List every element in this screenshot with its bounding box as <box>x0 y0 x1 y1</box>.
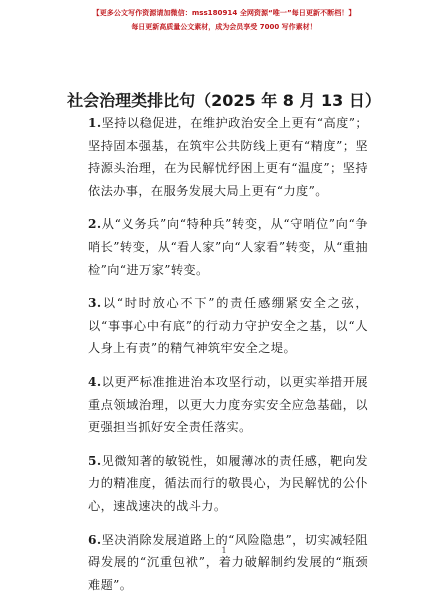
paragraph-text: 以更严标准推进治本攻坚行动，以更实举措开展重点领域治理，以更大力度夯实安全应急基础，以更强担当抓好安全责任落实。 <box>88 374 368 435</box>
page-number: 1 <box>221 546 227 555</box>
page-title: 社会治理类排比句（2025 年 8 月 13 日） <box>67 91 381 110</box>
paragraph-text: 以“时时放心不下”的责任感绷紧安全之弦，以“事事心中有底”的行动力守护安全之基，以“人人身上有责”的精气神筑牢安全之堤。 <box>88 296 368 356</box>
paragraph-number: 3. <box>88 296 102 311</box>
paragraph-text: 坚决消除发展道路上的“风险隐患”，切实减轻阻碍发展的“沉重包袱”，着力破解制约发展的“瓶颈难题”。 <box>88 532 368 592</box>
promo-banner-line2: 每日更新高质量公文素材，成为会员享受 7000 写作素材！ <box>131 23 317 31</box>
paragraph-number: 6. <box>88 532 102 547</box>
paragraph-3 <box>88 292 368 360</box>
paragraph-number: 4. <box>88 374 102 389</box>
paragraph-1 <box>88 112 368 202</box>
paragraph-text: 见微知著的敏锐性，如履薄冰的责任感，靶向发力的精准度，循法而行的敬畏心，为民解忧的公仆心，速战速决的战斗力。 <box>88 453 368 513</box>
paragraph-4 <box>88 371 368 439</box>
promo-banner-line1: 【更多公文写作资源请加微信：mss180914 全网资源“唯一”每日更新不断档！】 <box>92 8 356 17</box>
paragraph-number: 5. <box>88 453 102 468</box>
document-body <box>88 112 368 607</box>
paragraph-text: 坚持以稳促进，在维护政治安全上更有“高度”；坚持固本强基，在筑牢公共防线上更有“精度”；坚持源头治理，在为民解忧纾困上更有“温度”；坚持依法办事，在服务发展大局上更有“力度”。 <box>88 116 368 198</box>
paragraph-text: 从“义务兵”向“特种兵”转变，从“守哨位”向“争哨长”转变，从“看人家”向“人家看”转变，从“重抽检”向“进万家”转变。 <box>88 217 368 277</box>
paragraph-6 <box>88 529 368 597</box>
paragraph-number: 2. <box>88 217 102 232</box>
paragraph-2 <box>88 213 368 281</box>
paragraph-number: 1. <box>88 116 102 130</box>
paragraph-5 <box>88 450 368 518</box>
